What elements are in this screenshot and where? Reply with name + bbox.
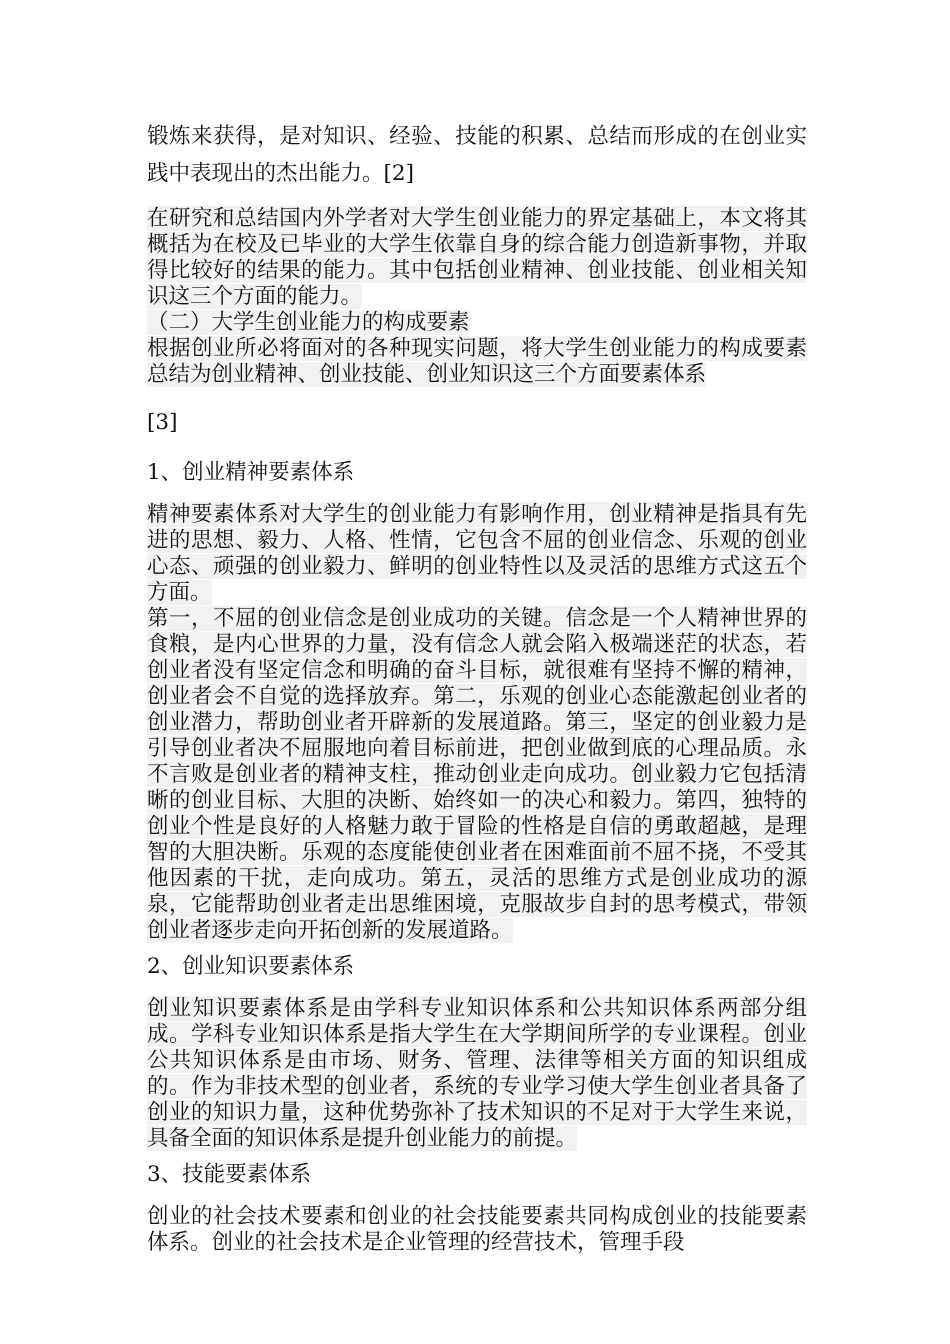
paragraph-spirit-details-text: 第一，不屈的创业信念是创业成功的关键。信念是一个人精神世界的食粮，是内心世界的力量，没有信念人就会陷入极端迷茫的状态，若创业者没有坚定信念和明确的奋斗目标，就很难有坚持不懈的精神，创业者会不自觉的选择放弃。第二，乐观的创业心态能激起创业者的创业潜力，帮助创业者开辟新的发展道路。第三，坚定的创业毅力是引导创业者决不屈服地向着目标前进，把创业做到底的心理品质。永不言败是创业者的精神支柱，推动创业走向成功。创业毅力它包括清晰的创业目标、大胆的决断、始终如一的决心和毅力。第四，独特的创业个性是良好的人格魅力敢于冒险的性格是自信的勇敢超越，是理智的大胆决断。乐观的态度能使创业者在困难面前不屈不挠，不受其他因素的干扰，走向成功。第五，灵活的思维方式是创业成功的源泉，它能帮助创业者走出思维困境，克服故步自封的思考模式，带领创业者逐步走向开拓创新的发展道路。 [147,606,807,943]
paragraph-spirit-details [147,606,807,944]
paragraph-ability-summary-text: 在研究和总结国内外学者对大学生创业能力的界定基础上，本文将其概括为在校及已毕业的大学生依靠自身的综合能力创造新事物，并取得比较好的结果的能力。其中包括创业精神、创业技能、创业相关知识这三个方面的能力。 [147,206,807,309]
paragraph-ability-definition: 锻炼来获得，是对知识、经验、技能的积累、总结而形成的在创业实践中表现出的杰出能力。[2] [147,124,807,186]
subheading-skills: 3、技能要素体系 [147,1162,312,1187]
paragraph-components-intro-text: 根据创业所必将面对的各种现实问题，将大学生创业能力的构成要素总结为创业精神、创业技能、创业知识这三个方面要素体系 [147,336,807,387]
citation-marker: [3] [147,410,178,435]
paragraph-ability-summary [147,206,807,310]
subheading-knowledge: 2、创业知识要素体系 [147,954,355,979]
section-heading-components-text: （二）大学生创业能力的构成要素 [147,310,470,335]
paragraph-spirit-intro-text: 精神要素体系对大学生的创业能力有影响作用，创业精神是指具有先进的思想、毅力、人格、性情，它包含不屈的创业信念、乐观的创业心态、顽强的创业毅力、鲜明的创业特性以及灵活的思维方式这五个方面。 [147,502,807,605]
paragraph-knowledge [147,996,807,1152]
paragraph-spirit-intro [147,502,807,606]
paragraph-knowledge-text: 创业知识要素体系是由学科专业知识体系和公共知识体系两部分组成。学科专业知识体系是指大学生在大学期间所学的专业课程。创业公共知识体系是由市场、财务、管理、法律等相关方面的知识组成的。作为非技术型的创业者，系统的专业学习使大学生创业者具备了创业的知识力量，这种优势弥补了技术知识的不足对于大学生来说，具备全面的知识体系是提升创业能力的前提。 [147,996,807,1151]
paragraph-skills: 创业的社会技术要素和创业的社会技能要素共同构成创业的技能要素体系。创业的社会技术是企业管理的经营技术，管理手段 [147,1204,807,1255]
paragraph-components-intro [147,336,807,388]
subheading-spirit: 1、创业精神要素体系 [147,460,355,485]
document-body [147,118,807,1256]
section-heading-components [147,310,807,336]
